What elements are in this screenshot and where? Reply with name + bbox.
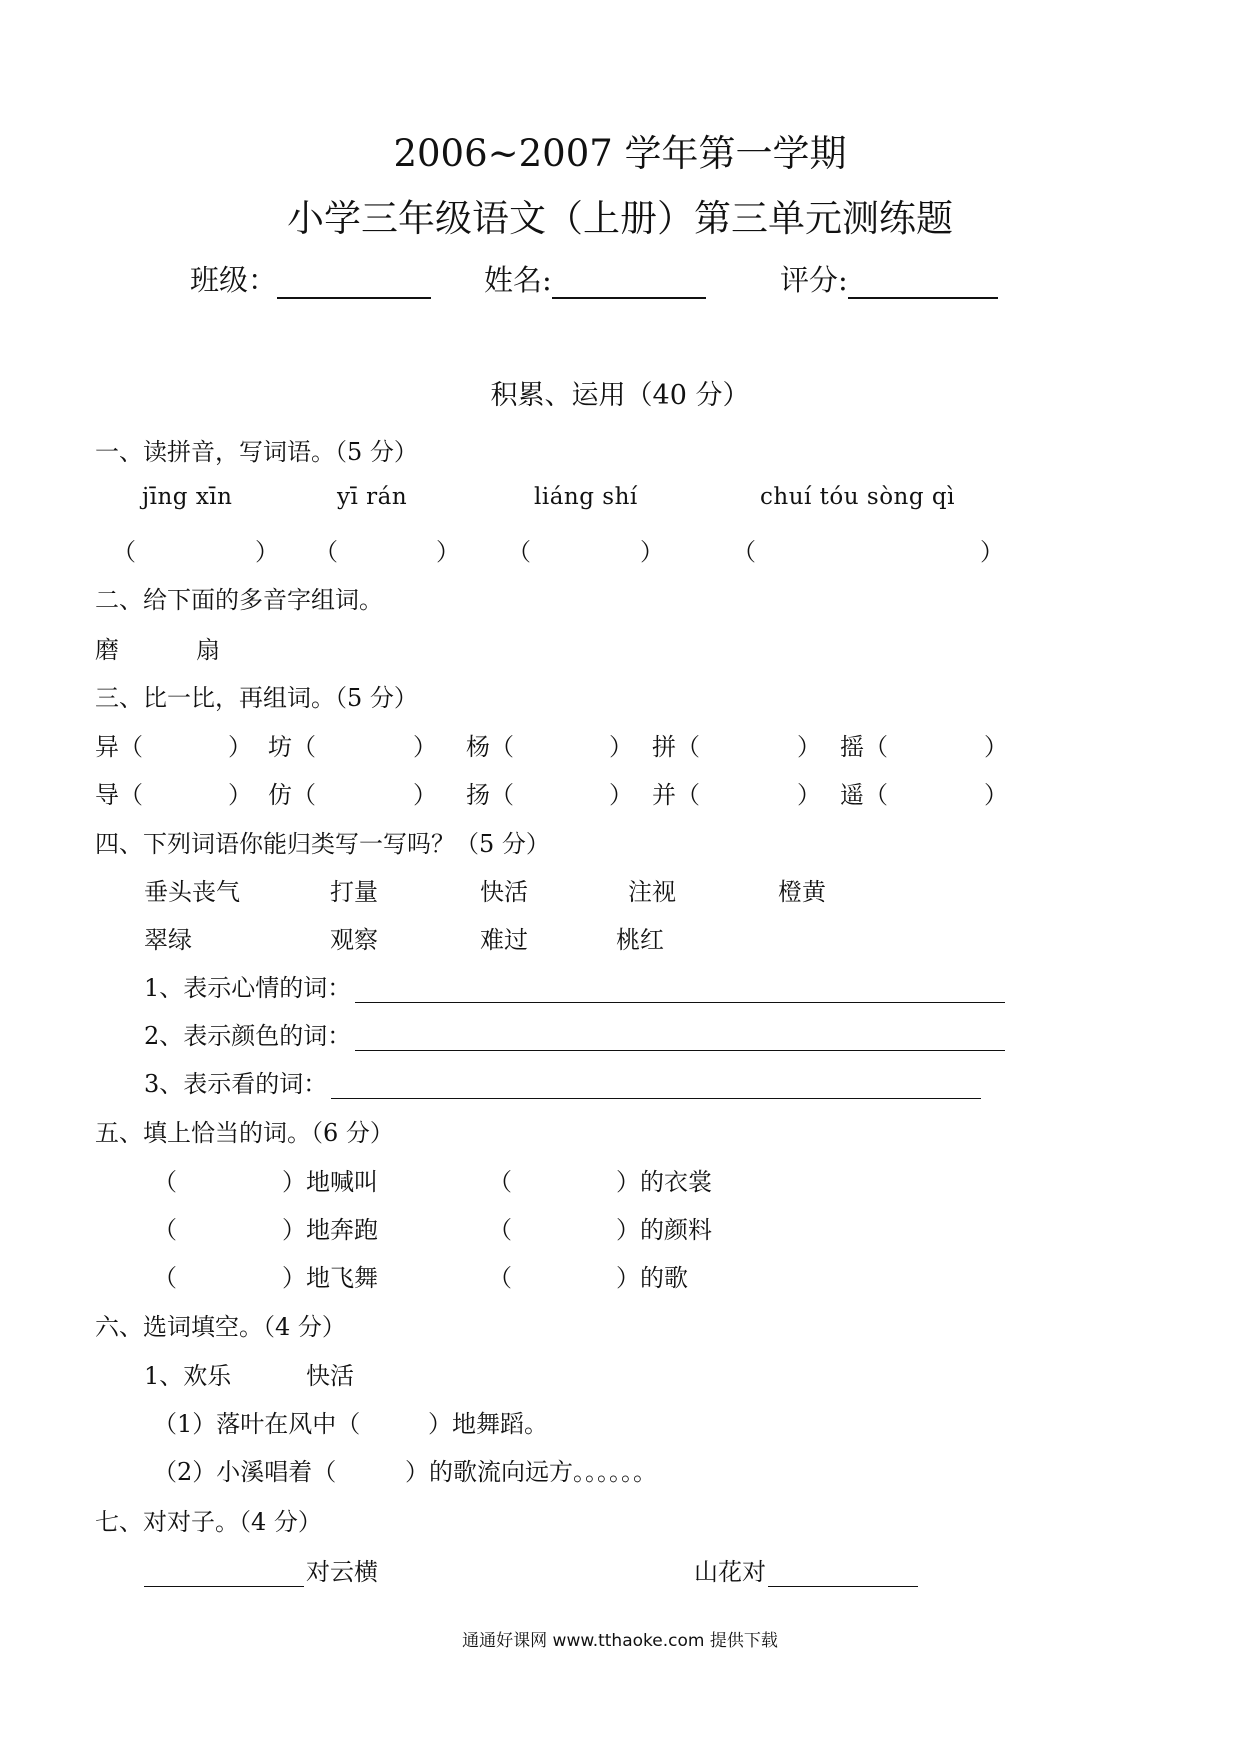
section-heading: 积累、运用（40 分） xyxy=(490,380,750,411)
q3-r1-c2: 坊（ xyxy=(268,733,316,761)
q3-r1-c2-close: ） xyxy=(413,733,437,761)
q1-paren-4-open: （ xyxy=(732,538,756,566)
title-line-2: 小学三年级语文（上册）第三单元测练题 xyxy=(287,197,953,240)
q3-r1-c5-close: ） xyxy=(984,733,1008,761)
q1-paren-2-close: ） xyxy=(436,538,460,566)
q2-char-2: 扇 xyxy=(196,636,220,664)
q4-item-3 xyxy=(144,1064,981,1099)
q6-title: 六、选词填空。（4 分） xyxy=(95,1313,346,1341)
q1-pinyin-3: liáng shí xyxy=(534,484,638,510)
q6-sentence-2-head: （2）小溪唱着（ xyxy=(153,1458,337,1486)
q5-l1-open: （ xyxy=(153,1168,177,1196)
q4-word-7: 观察 xyxy=(330,926,378,954)
q4-item-2-line xyxy=(355,1030,1005,1051)
q3-r1-c4: 拼（ xyxy=(652,733,700,761)
q6-choice-2: 快活 xyxy=(306,1362,354,1390)
q3-r2-c1: 导（ xyxy=(95,781,143,809)
q3-r1-c4-close: ） xyxy=(797,733,821,761)
q7-right-blank xyxy=(768,1566,918,1587)
q3-title: 三、比一比，再组词。（5 分） xyxy=(95,684,418,712)
q3-r2-c3: 扬（ xyxy=(466,781,514,809)
q2-char-1: 磨 xyxy=(95,636,119,664)
q3-r2-c1-close: ） xyxy=(228,781,252,809)
q1-paren-4-close: ） xyxy=(980,538,1004,566)
q6-sentence-2-tail: ）的歌流向远方。。。。。。 xyxy=(405,1458,657,1486)
q5-l3-open: （ xyxy=(153,1264,177,1292)
q3-r2-c2: 仿（ xyxy=(268,781,316,809)
q3-r1-c3: 杨（ xyxy=(466,733,514,761)
q3-r2-c2-close: ） xyxy=(413,781,437,809)
q5-l2-tail: ）地奔跑 xyxy=(282,1216,378,1244)
q5-r2-open: （ xyxy=(488,1216,512,1244)
q7-left-text: 对云横 xyxy=(306,1558,378,1586)
q4-word-8: 难过 xyxy=(480,926,528,954)
q7-left xyxy=(144,1552,378,1587)
q3-r2-c5-close: ） xyxy=(984,781,1008,809)
name-field xyxy=(484,258,706,299)
q5-r3-open: （ xyxy=(488,1264,512,1292)
q1-paren-3-open: （ xyxy=(507,538,531,566)
q1-pinyin-1: jīng xīn xyxy=(142,484,233,510)
q7-title: 七、对对子。（4 分） xyxy=(95,1508,322,1536)
q6-sentence-1-tail: ）地舞蹈。 xyxy=(428,1410,548,1438)
q7-right-text: 山花对 xyxy=(694,1558,766,1586)
q6-sentence-1-head: （1）落叶在风中（ xyxy=(153,1410,361,1438)
q1-paren-1-open: （ xyxy=(112,538,136,566)
q1-paren-3-close: ） xyxy=(640,538,664,566)
q4-word-9: 桃红 xyxy=(616,926,664,954)
footer-credit: 通通好课网 www.tthaoke.com 提供下载 xyxy=(462,1631,778,1651)
score-field xyxy=(780,258,998,299)
q3-r1-c5: 摇（ xyxy=(840,733,888,761)
q3-r1-c1: 异（ xyxy=(95,733,143,761)
q4-word-5: 橙黄 xyxy=(778,878,826,906)
q6-choice-1: 1、欢乐 xyxy=(144,1362,232,1390)
q1-paren-1-close: ） xyxy=(255,538,279,566)
score-label: 评分: xyxy=(780,263,848,297)
class-field xyxy=(190,258,431,299)
q5-r3-tail: ）的歌 xyxy=(616,1264,688,1292)
q2-title: 二、给下面的多音字组词。 xyxy=(95,586,383,614)
q4-word-2: 打量 xyxy=(330,878,378,906)
q3-r2-c4: 并（ xyxy=(652,781,700,809)
q4-item-1 xyxy=(144,968,1005,1003)
q4-word-1: 垂头丧气 xyxy=(144,878,240,906)
q4-title: 四、下列词语你能归类写一写吗？（5 分） xyxy=(95,830,550,858)
q1-pinyin-2: yī rán xyxy=(337,484,408,510)
q3-r2-c5: 遥（ xyxy=(840,781,888,809)
title-line-1: 2006~2007 学年第一学期 xyxy=(393,132,847,175)
class-blank xyxy=(277,267,431,299)
q5-l1-tail: ）地喊叫 xyxy=(282,1168,378,1196)
q4-item-2-label: 2、表示颜色的词： xyxy=(144,1022,352,1050)
q1-title: 一、读拼音，写词语。（5 分） xyxy=(95,438,418,466)
q3-r1-c1-close: ） xyxy=(228,733,252,761)
q3-r2-c4-close: ） xyxy=(797,781,821,809)
q5-r1-tail: ）的衣裳 xyxy=(616,1168,712,1196)
q7-left-blank xyxy=(144,1566,304,1587)
class-label: 班级： xyxy=(190,263,278,297)
name-label: 姓名: xyxy=(484,263,552,297)
q4-item-3-line xyxy=(331,1078,981,1099)
q1-paren-2-open: （ xyxy=(314,538,338,566)
q5-r2-tail: ）的颜料 xyxy=(616,1216,712,1244)
q4-item-1-line xyxy=(355,982,1005,1003)
q4-word-3: 快活 xyxy=(480,878,528,906)
q4-item-3-label: 3、表示看的词： xyxy=(144,1070,328,1098)
q5-l2-open: （ xyxy=(153,1216,177,1244)
q4-item-2 xyxy=(144,1016,1005,1051)
q4-word-6: 翠绿 xyxy=(144,926,192,954)
q4-word-4: 注视 xyxy=(628,878,676,906)
score-blank xyxy=(848,267,998,299)
q5-r1-open: （ xyxy=(488,1168,512,1196)
q1-pinyin-4: chuí tóu sòng qì xyxy=(760,484,955,510)
q7-right xyxy=(694,1552,918,1587)
q5-l3-tail: ）地飞舞 xyxy=(282,1264,378,1292)
q4-item-1-label: 1、表示心情的词： xyxy=(144,974,352,1002)
q3-r2-c3-close: ） xyxy=(609,781,633,809)
q3-r1-c3-close: ） xyxy=(609,733,633,761)
name-blank xyxy=(552,267,706,299)
q5-title: 五、填上恰当的词。（6 分） xyxy=(95,1119,394,1147)
